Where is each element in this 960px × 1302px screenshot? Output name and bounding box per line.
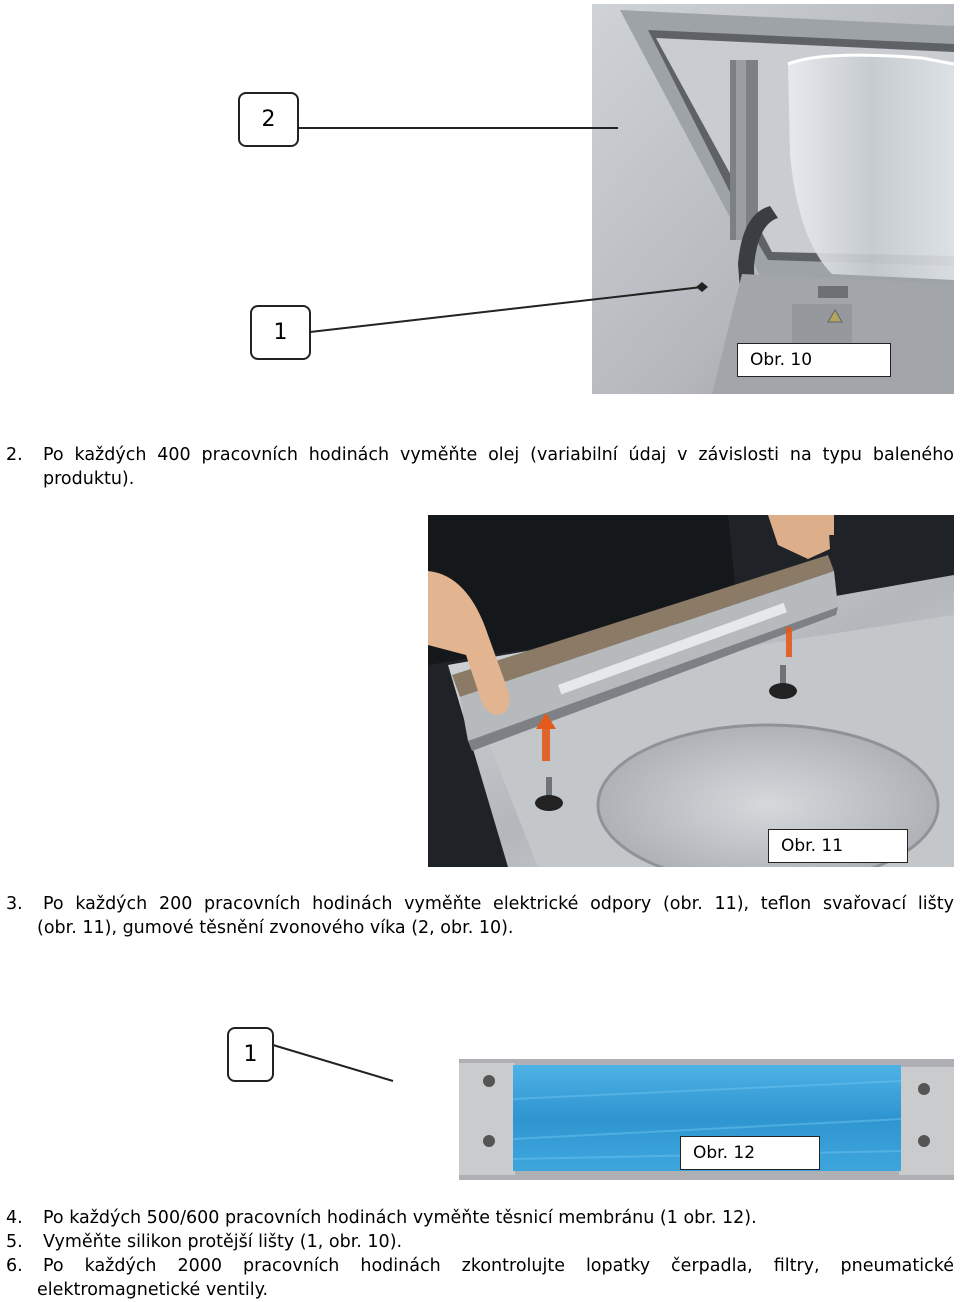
figure-11-caption: Obr. 11	[768, 829, 908, 863]
paragraph-3-line-1: Po každých 200 pracovních hodinách vyměňte elektrické odpory (obr. 11), teflon svařovací lišty	[43, 894, 954, 914]
paragraph-6-line-1: Po každých 2000 pracovních hodinách zkontrolujte lopatky čerpadla, filtry, pneumatické	[43, 1256, 954, 1276]
paragraph-4-number: 4.	[6, 1208, 23, 1228]
figure-10-leader-lines	[0, 0, 960, 400]
paragraph-2	[6, 443, 954, 491]
paragraph-6	[6, 1254, 954, 1302]
paragraph-5-number: 5.	[6, 1232, 23, 1252]
paragraph-3-line-2: (obr. 11), gumové těsnění zvonového víka (2, obr. 10).	[37, 918, 514, 938]
callout-1-figure-12: 1	[227, 1027, 274, 1082]
paragraph-5-text: Vyměňte silikon protější lišty (1, obr. 10).	[43, 1232, 403, 1252]
paragraph-2-number: 2.	[6, 445, 23, 465]
figure-12-leader-line	[0, 1030, 420, 1090]
figure-12-caption: Obr. 12	[680, 1136, 820, 1170]
paragraph-6-line-2: elektromagnetické ventily.	[37, 1280, 269, 1300]
paragraph-3	[6, 892, 954, 940]
paragraph-3-number: 3.	[6, 894, 23, 914]
figure-10-caption: Obr. 10	[737, 343, 891, 377]
callout-2: 2	[238, 92, 299, 147]
figure-11-photo	[428, 515, 954, 867]
paragraph-2-line-1: Po každých 400 pracovních hodinách vyměňte olej (variabilní údaj v závislosti na typu baleného	[43, 445, 954, 465]
paragraph-2-line-2: produktu).	[43, 469, 135, 489]
paragraph-4-text: Po každých 500/600 pracovních hodinách vyměňte těsnicí membránu (1 obr. 12).	[43, 1208, 757, 1228]
paragraph-6-number: 6.	[6, 1256, 23, 1276]
callout-1: 1	[250, 305, 311, 360]
